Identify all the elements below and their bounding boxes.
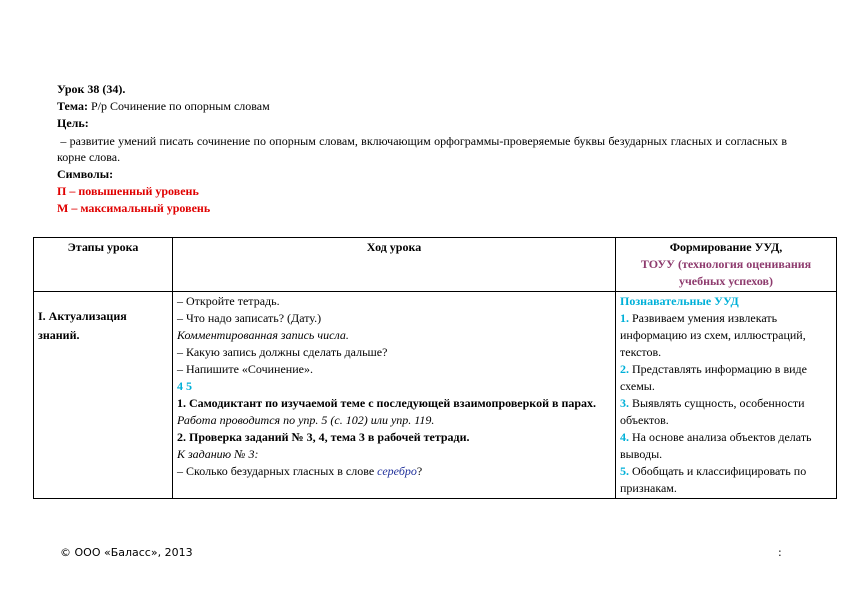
lesson-flow-cell	[173, 292, 616, 499]
page-mark: :	[778, 546, 782, 559]
task-2: 2. Проверка заданий № 3, 4, тема 3 в рабочей тетради.	[177, 430, 470, 444]
symbols-label: Символы:	[57, 167, 114, 181]
goal-label: Цель:	[57, 116, 89, 130]
flow-line: – Какую запись должны сделать дальше?	[177, 345, 388, 359]
symbol-m: М – максимальный уровень	[57, 201, 211, 215]
flow-line: – Сколько безударных гласных в слове серебро?	[177, 464, 423, 478]
lesson-number: Урок 38 (34).	[57, 82, 126, 96]
uud-item: 3. Выявлять сущность, особенности объектов.	[620, 396, 805, 427]
word-serebro: серебро	[377, 464, 417, 478]
flow-line: Комментированная запись числа.	[177, 328, 349, 342]
task-1: 1. Самодиктант по изучаемой теме с последующей взаимопроверкой в парах.	[177, 396, 597, 410]
lesson-header	[57, 81, 787, 217]
lesson-table	[33, 237, 837, 499]
table-row	[34, 292, 837, 499]
uud-cell	[616, 292, 837, 499]
header-stages: Этапы урока	[34, 238, 173, 292]
header-lesson-flow: Ход урока	[173, 238, 616, 292]
topic-text: Р/р Сочинение по опорным словам	[90, 99, 270, 113]
uud-item: 4. На основе анализа объектов делать выводы.	[620, 430, 812, 461]
table-header-row	[34, 238, 837, 292]
flow-line: – Что надо записать? (Дату.)	[177, 311, 322, 325]
header-touu: ТОУУ (технология оценивания учебных успехов)	[640, 257, 812, 288]
uud-item: 2. Представлять информацию в виде схемы.	[620, 362, 807, 393]
header-uud	[616, 238, 837, 292]
uud-item: 1. Развиваем умения извлекать информацию из схем, иллюстраций, текстов.	[620, 311, 806, 359]
uud-title: Познавательные УУД	[620, 294, 739, 308]
flow-line: – Откройте тетрадь.	[177, 294, 280, 308]
flow-line: – Напишите «Сочинение».	[177, 362, 313, 376]
copyright-footer: © ООО «Баласс», 2013	[60, 546, 193, 559]
topic-label: Тема:	[57, 99, 88, 113]
flow-line: К заданию № 3:	[177, 447, 259, 461]
goal-text: – развитие умений писать сочинение по опорным словам, включающим орфограммы-проверяемые буквы безударных гласных и согласных в корне слова.	[57, 134, 788, 164]
topic-line	[57, 98, 787, 115]
level-markers: 4 5	[177, 379, 192, 393]
header-uud-title: Формирование УУД,	[669, 240, 783, 254]
stage-cell	[34, 292, 173, 499]
flow-line: Работа проводится по упр. 5 (с. 102) или упр. 119.	[177, 413, 435, 427]
stage-title: I. Актуализация знаний.	[38, 309, 127, 342]
uud-item: 5. Обобщать и классифицировать по признакам.	[620, 464, 807, 495]
symbol-p: П – повышенный уровень	[57, 184, 199, 198]
